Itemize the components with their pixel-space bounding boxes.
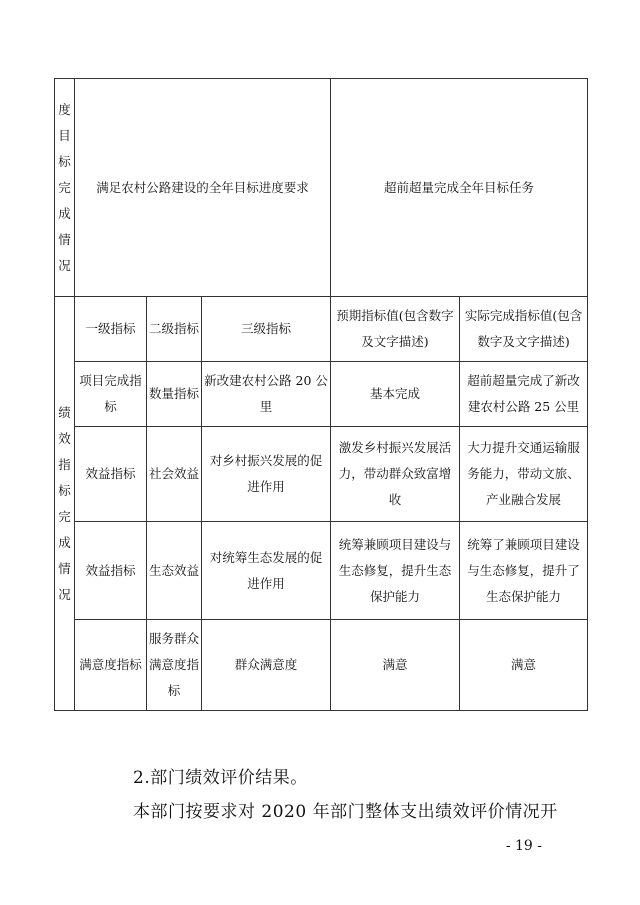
cell: 效益指标 (75, 522, 147, 620)
cell: 统筹了兼顾项目建设与生态修复，提升了生态保护能力 (460, 522, 588, 620)
cell: 数量指标 (147, 362, 202, 427)
cell: 统筹兼顾项目建设与生态修复，提升生态保护能力 (331, 522, 460, 620)
table-row (55, 522, 588, 620)
cell: 生态效益 (147, 522, 202, 620)
cell: 项目完成指标 (75, 362, 147, 427)
perf-side-label: 绩 效 指 标 完 成 情 况 (55, 297, 75, 711)
cell: 对乡村振兴发展的促进作用 (202, 427, 331, 522)
cell: 对统筹生态发展的促进作用 (202, 522, 331, 620)
page-number: - 19 - (505, 838, 542, 854)
cell: 新改建农村公路 20 公里 (202, 362, 331, 427)
cell: 满意 (460, 620, 588, 711)
header-row (55, 297, 588, 362)
goal-text: 满足农村公路建设的全年目标进度要求 (75, 79, 331, 297)
cell: 群众满意度 (202, 620, 331, 711)
header-actual: 实际完成指标值(包含数字及文字描述) (460, 297, 588, 362)
cell: 超前超量完成了新改建农村公路 25 公里 (460, 362, 588, 427)
header-level2: 二级指标 (147, 297, 202, 362)
cell: 服务群众满意度指标 (147, 620, 202, 711)
cell: 激发乡村振兴发展活力，带动群众致富增收 (331, 427, 460, 522)
table-row (55, 427, 588, 522)
table-row (55, 620, 588, 711)
header-level1: 一级指标 (75, 297, 147, 362)
header-level3: 三级指标 (202, 297, 331, 362)
completion-text: 超前超量完成全年目标任务 (331, 79, 588, 297)
goal-row (55, 79, 588, 297)
section-heading: 2.部门绩效评价结果。 (133, 768, 308, 788)
cell: 基本完成 (331, 362, 460, 427)
cell: 效益指标 (75, 427, 147, 522)
cell: 社会效益 (147, 427, 202, 522)
body-paragraph: 本部门按要求对 2020 年部门整体支出绩效评价情况开 (133, 802, 558, 822)
performance-table (54, 78, 588, 711)
cell: 满意 (331, 620, 460, 711)
table-row (55, 362, 588, 427)
header-expected: 预期指标值(包含数字及文字描述) (331, 297, 460, 362)
goal-side-label: 度 目 标 完 成 情 况 (55, 79, 75, 297)
cell: 大力提升交通运输服务能力，带动文旅、产业融合发展 (460, 427, 588, 522)
cell: 满意度指标 (75, 620, 147, 711)
